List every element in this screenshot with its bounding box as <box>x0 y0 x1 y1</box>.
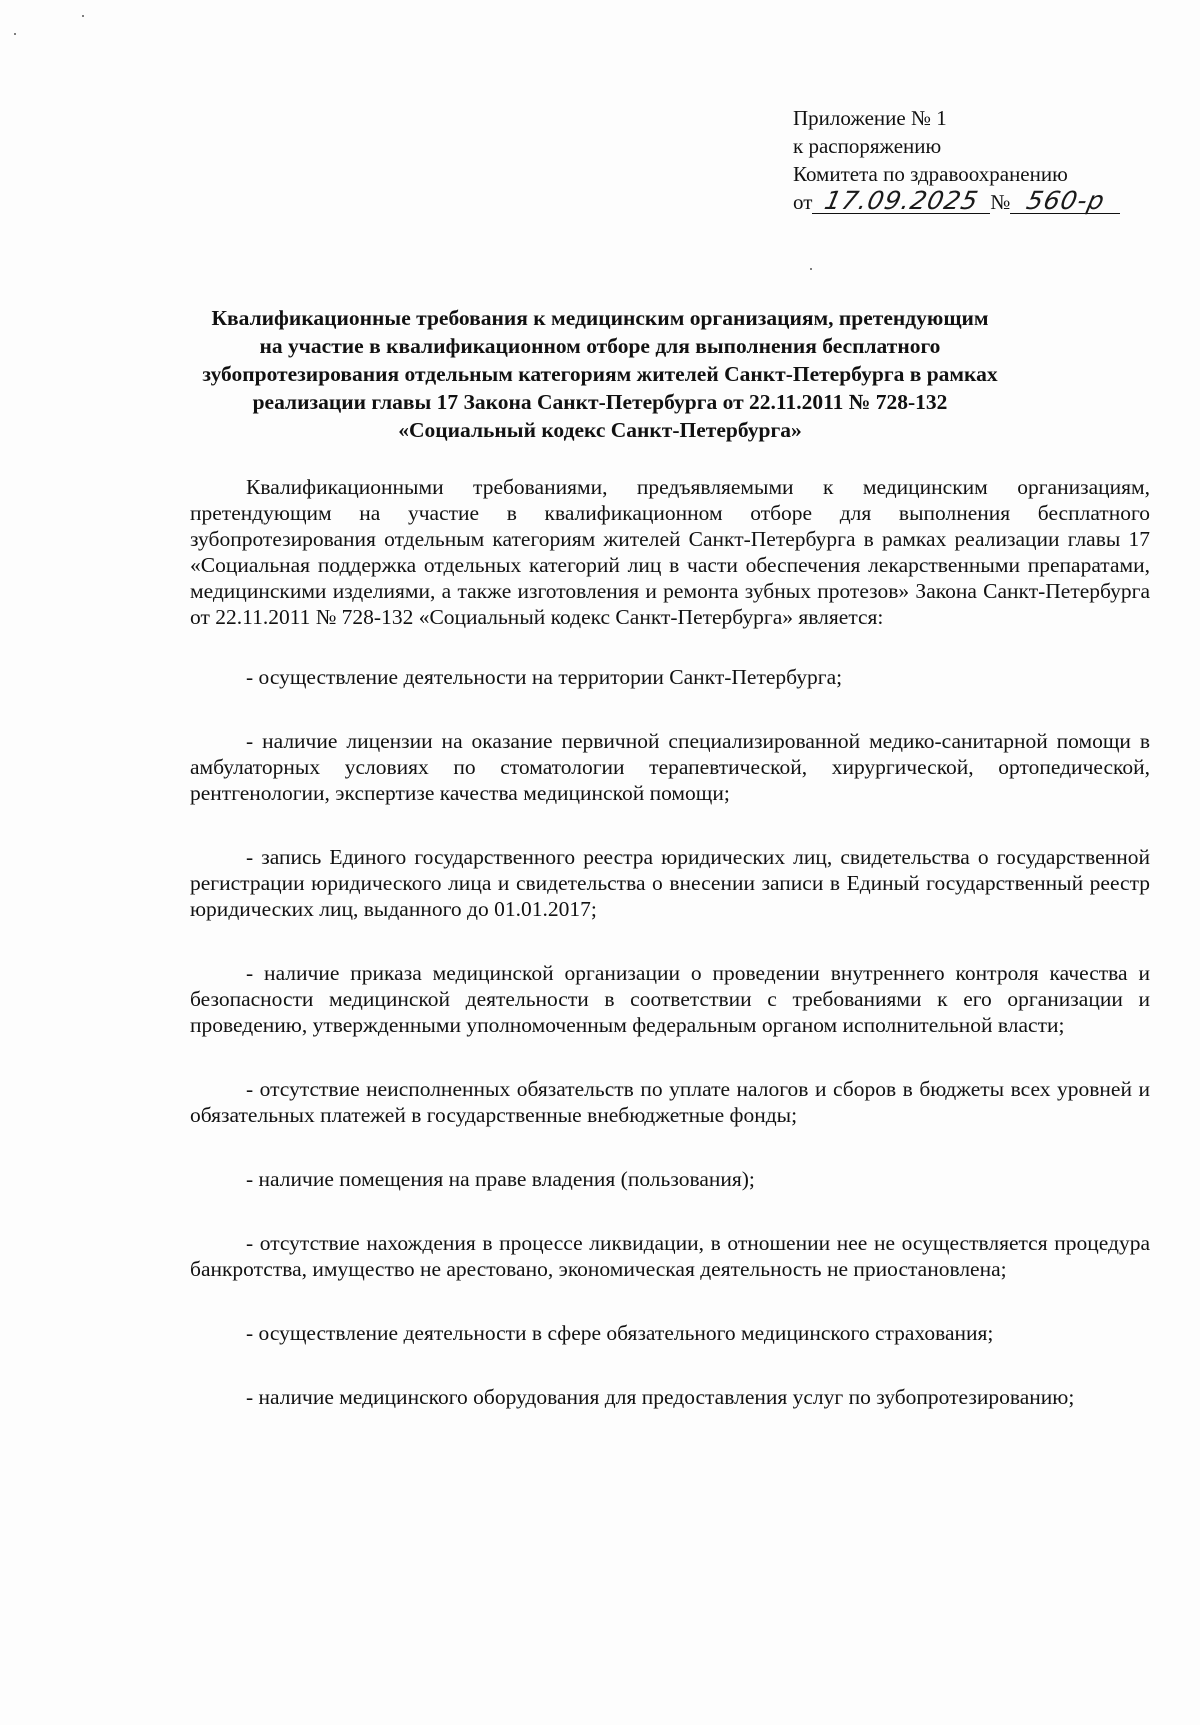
number-field <box>1010 186 1120 215</box>
title-line: Квалификационные требования к медицинским организациям, претендующим <box>211 306 989 330</box>
intro-paragraph: Квалификационными требованиями, предъявляемыми к медицинским организациям, претендующим на участие в квалификационном отборе для выполнения бесплатного зубопротезирования отдельным категориям жителей Санкт-Петербурга в рамках реализации главы 17 «Социальная поддержка отдельных категорий лиц в части обеспечения лекарственными препаратами, медицинскими изделиями, а также изготовления и ремонта зубных протезов» Закона Санкт-Петербурга от 22.11.2011 № 728-132 «Социальный кодекс Санкт-Петербурга» является: <box>190 475 1150 629</box>
date-field <box>812 186 990 215</box>
document-title <box>170 304 1030 444</box>
requirement-item: - наличие приказа медицинской организации о проведении внутреннего контроля качества и безопасности медицинской деятельности в соответствии с требованиями к его организации и проведению, утвержденными уполномоченным федеральным органом исполнительной власти; <box>190 961 1150 1037</box>
requirement-item: - наличие помещения на праве владения (пользования); <box>246 1167 755 1191</box>
requirement-item: - отсутствие нахождения в процессе ликвидации, в отношении нее не осуществляется процедура банкротства, имущество не арестовано, экономическая деятельность не приостановлена; <box>190 1231 1150 1281</box>
requirement-item: - осуществление деятельности на территории Санкт-Петербурга; <box>246 665 843 689</box>
title-line: на участие в квалификационном отборе для выполнения бесплатного <box>259 334 941 358</box>
appendix-block <box>793 104 1153 218</box>
scan-speck <box>82 15 84 17</box>
title-line: «Социальный кодекс Санкт-Петербурга» <box>398 418 802 442</box>
handwritten-date: 17.09.2025 <box>821 186 982 215</box>
handwritten-number: 560-р <box>1023 186 1108 215</box>
appendix-title: Приложение № 1 <box>793 106 947 130</box>
requirement-item: - наличие медицинского оборудования для предоставления услуг по зубопротезированию; <box>246 1385 1075 1409</box>
requirement-item: - осуществление деятельности в сфере обязательного медицинского страхования; <box>246 1321 994 1345</box>
scan-speck <box>810 268 812 270</box>
title-line: реализации главы 17 Закона Санкт-Петербурга от 22.11.2011 № 728-132 <box>252 390 948 414</box>
appendix-committee: Комитета по здравоохранению <box>793 162 1068 186</box>
date-prefix: от <box>793 190 813 214</box>
scan-speck <box>14 33 16 35</box>
number-prefix: № <box>990 190 1011 214</box>
requirement-item: - отсутствие неисполненных обязательств по уплате налогов и сборов в бюджеты всех уровней и обязательных платежей в государственные внебюджетные фонды; <box>190 1077 1150 1127</box>
title-line: зубопротезирования отдельным категориям жителей Санкт-Петербурга в рамках <box>202 362 998 386</box>
appendix-order-ref: к распоряжению <box>793 134 942 158</box>
appendix-date-number-line <box>793 188 1153 218</box>
requirement-item: - запись Единого государственного реестра юридических лиц, свидетельства о государственной регистрации юридического лица и свидетельства о внесении записи в Единый государственный реестр юридических лиц, выданного до 01.01.2017; <box>190 845 1150 921</box>
document-body <box>190 474 1150 1448</box>
requirement-item: - наличие лицензии на оказание первичной специализированной медико-санитарной помощи в амбулаторных условиях по стоматологии терапевтической, хирургической, ортопедической, рентгенологии, экспертизе качества медицинской помощи; <box>190 729 1150 805</box>
